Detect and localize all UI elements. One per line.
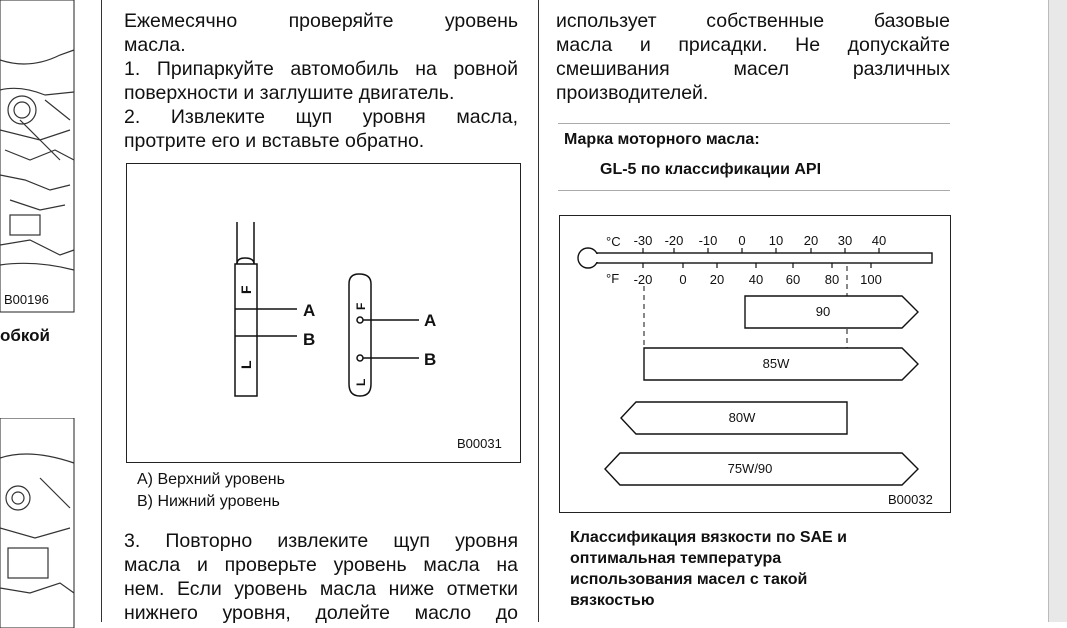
- left-cut-text: обкой: [0, 326, 51, 345]
- unit-celsius: °C: [606, 234, 621, 249]
- marker-b-right: B: [424, 350, 437, 369]
- page-edge: [1048, 0, 1067, 622]
- f-tick-label: 100: [860, 272, 882, 287]
- c-tick-label: -30: [633, 233, 653, 248]
- text-line: нижнего уровня, долейте масло до: [124, 602, 518, 624]
- legend-item: A) Верхний уровень: [137, 471, 285, 488]
- divider-bottom: [558, 190, 950, 191]
- brand-label: Марка моторного масла:: [564, 131, 760, 148]
- text-line: Ежемесячно проверяйте уровень: [124, 10, 518, 32]
- text-line: 3. Повторно извлеките щуп уровня: [124, 530, 518, 552]
- middle-column-lower: [124, 529, 518, 625]
- text-line: масла и проверьте уровень масла на: [124, 554, 518, 576]
- right-f-label: F: [354, 302, 368, 310]
- c-tick-label: -10: [698, 233, 718, 248]
- dipstick-drawing: [127, 164, 520, 462]
- band-label: 90: [815, 304, 831, 319]
- text-line: поверхности и заглушите двигатель.: [124, 82, 455, 104]
- text-line: использует собственные базовые: [556, 10, 950, 32]
- c-tick-label: 0: [738, 233, 746, 248]
- marker-a-left: A: [303, 301, 316, 320]
- f-tick-label: 0: [679, 272, 687, 287]
- dipstick-figure: [126, 163, 521, 463]
- c-tick-label: 30: [837, 233, 853, 248]
- c-tick-label: 20: [803, 233, 819, 248]
- left-strip: [0, 0, 80, 622]
- caption-line: использования масел с такой: [570, 571, 808, 588]
- c-tick-label: 40: [871, 233, 887, 248]
- image-code-top: B00196: [4, 292, 49, 307]
- legend: [137, 469, 285, 513]
- left-l-label: L: [238, 360, 254, 369]
- chart-code: B00032: [888, 492, 933, 507]
- marker-b-left: B: [303, 330, 316, 349]
- viscosity-chart: [559, 215, 951, 513]
- band-label: 85W: [762, 356, 790, 371]
- right-l-label: L: [354, 378, 368, 386]
- viscosity-drawing: [560, 216, 950, 512]
- left-f-label: F: [238, 285, 254, 294]
- engine-bay-image-top: [0, 0, 80, 320]
- f-tick-label: 60: [785, 272, 801, 287]
- text-line: нем. Если уровень масла ниже отметки: [124, 578, 518, 600]
- marker-a-right: A: [424, 311, 437, 330]
- f-tick-label: 40: [748, 272, 764, 287]
- band-label: 80W: [728, 410, 756, 425]
- f-tick-label: -20: [633, 272, 653, 287]
- figure-code: B00031: [457, 436, 502, 451]
- right-column: [556, 9, 950, 105]
- text-line: 2. Извлеките щуп уровня масла,: [124, 106, 518, 128]
- text-line: протрите его и вставьте обратно.: [124, 130, 425, 152]
- chart-caption: [570, 527, 847, 611]
- unit-fahrenheit: °F: [606, 271, 620, 286]
- brand-value: GL-5 по классификации API: [600, 161, 822, 178]
- c-tick-label: 10: [768, 233, 784, 248]
- band-label: 75W/90: [727, 461, 773, 476]
- caption-line: оптимальная температура: [570, 550, 782, 567]
- caption-line: Классификация вязкости по SAE и: [570, 529, 848, 546]
- column-divider-left: [101, 0, 102, 622]
- text-line: масла и присадки. Не допускайте: [556, 34, 950, 56]
- text-line: производителей.: [556, 82, 709, 104]
- text-line: смешивания масел различных: [556, 58, 950, 80]
- text-line: 1. Припаркуйте автомобиль на ровной: [124, 58, 518, 80]
- f-tick-label: 20: [709, 272, 725, 287]
- column-divider-middle: [538, 0, 539, 622]
- c-tick-label: -20: [664, 233, 684, 248]
- f-tick-label: 80: [824, 272, 840, 287]
- text-line: масла.: [124, 34, 186, 56]
- legend-item: B) Нижний уровень: [137, 493, 280, 510]
- engine-bay-image-bottom: [0, 418, 80, 628]
- divider-top: [558, 123, 950, 124]
- middle-column: [124, 9, 518, 153]
- caption-line: вязкостью: [570, 592, 655, 609]
- band-90: [745, 296, 918, 328]
